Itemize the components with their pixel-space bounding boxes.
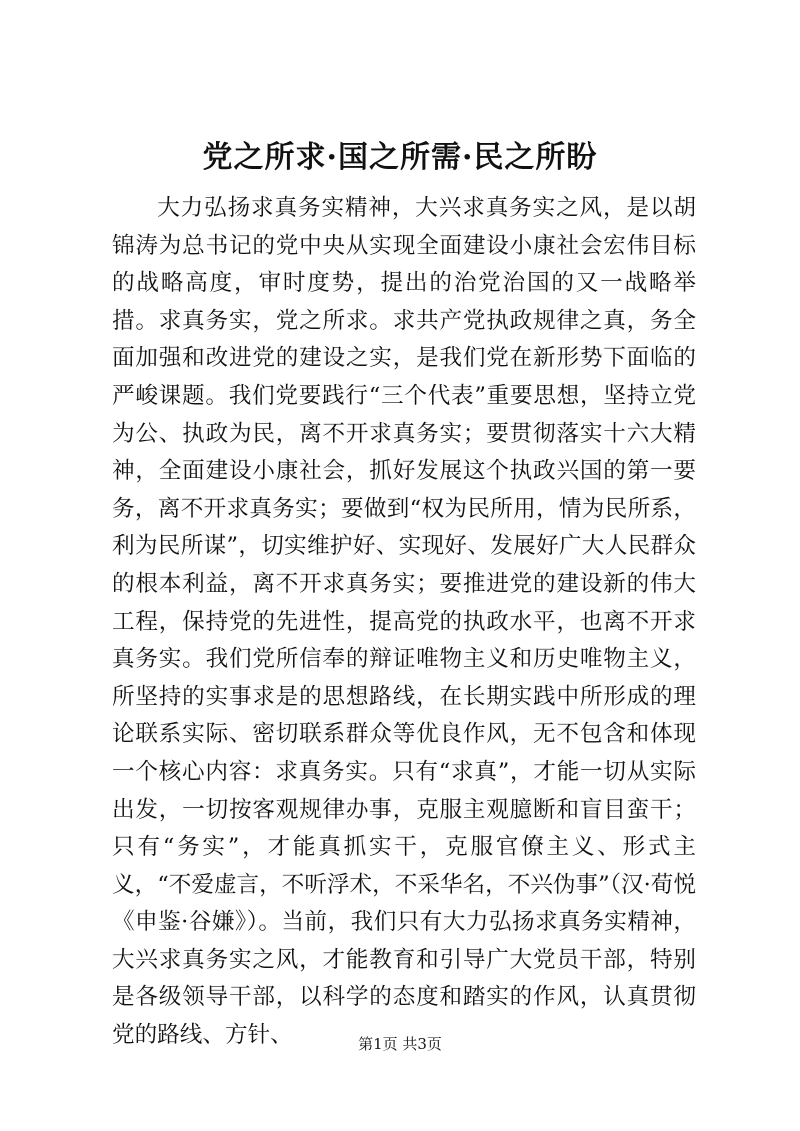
body-paragraph: 大力弘扬求真务实精神，大兴求真务实之风，是以胡锦涛为总书记的党中央从实现全面建设小康社会宏伟目标的战略高度，审时度势，提出的治党治国的又一战略举措。求真务实，党之所求。求共产党执政规律之真，务全面加强和改进党的建设之实，是我们党在新形势下面临的严峻课题。我们党要践行“三个代表”重要思想，坚持立党为公、执政为民，离不开求真务实；要贯彻落实十六大精神，全面建设小康社会，抓好发展这个执政兴国的第一要务，离不开求真务实；要做到“权为民所用，情为民所系，利为民所谋”，切实维护好、实现好、发展好广大人民群众的根本利益，离不开求真务实；要推进党的建设新的伟大工程，保持党的先进性，提高党的执政水平，也离不开求真务实。我们党所信奉的辩证唯物主义和历史唯物主义，所坚持的实事求是的思想路线，在长期实践中所形成的理论联系实际、密切联系群众等优良作风，无不包含和体现一个核心内容：求真务实。只有“求真”，才能一切从实际出发，一切按客观规律办事，克服主观臆断和盲目蛮干；只有“务实”，才能真抓实干，克服官僚主义、形式主义，“不爱虚言，不听浮术，不采华名，不兴伪事”（汉·荀悦《申鉴·谷嫌》）。当前，我们只有大力弘扬求真务实精神，大兴求真务实之风，才能教育和引导广大党员干部，特别是各级领导干部，以科学的态度和踏实的作风，认真贯彻党的路线、方针、 (112, 195, 696, 1049)
page-footer: 第1页 共3页 (358, 1035, 442, 1053)
document-title: 党之所求·国之所需·民之所盼 (202, 140, 598, 175)
